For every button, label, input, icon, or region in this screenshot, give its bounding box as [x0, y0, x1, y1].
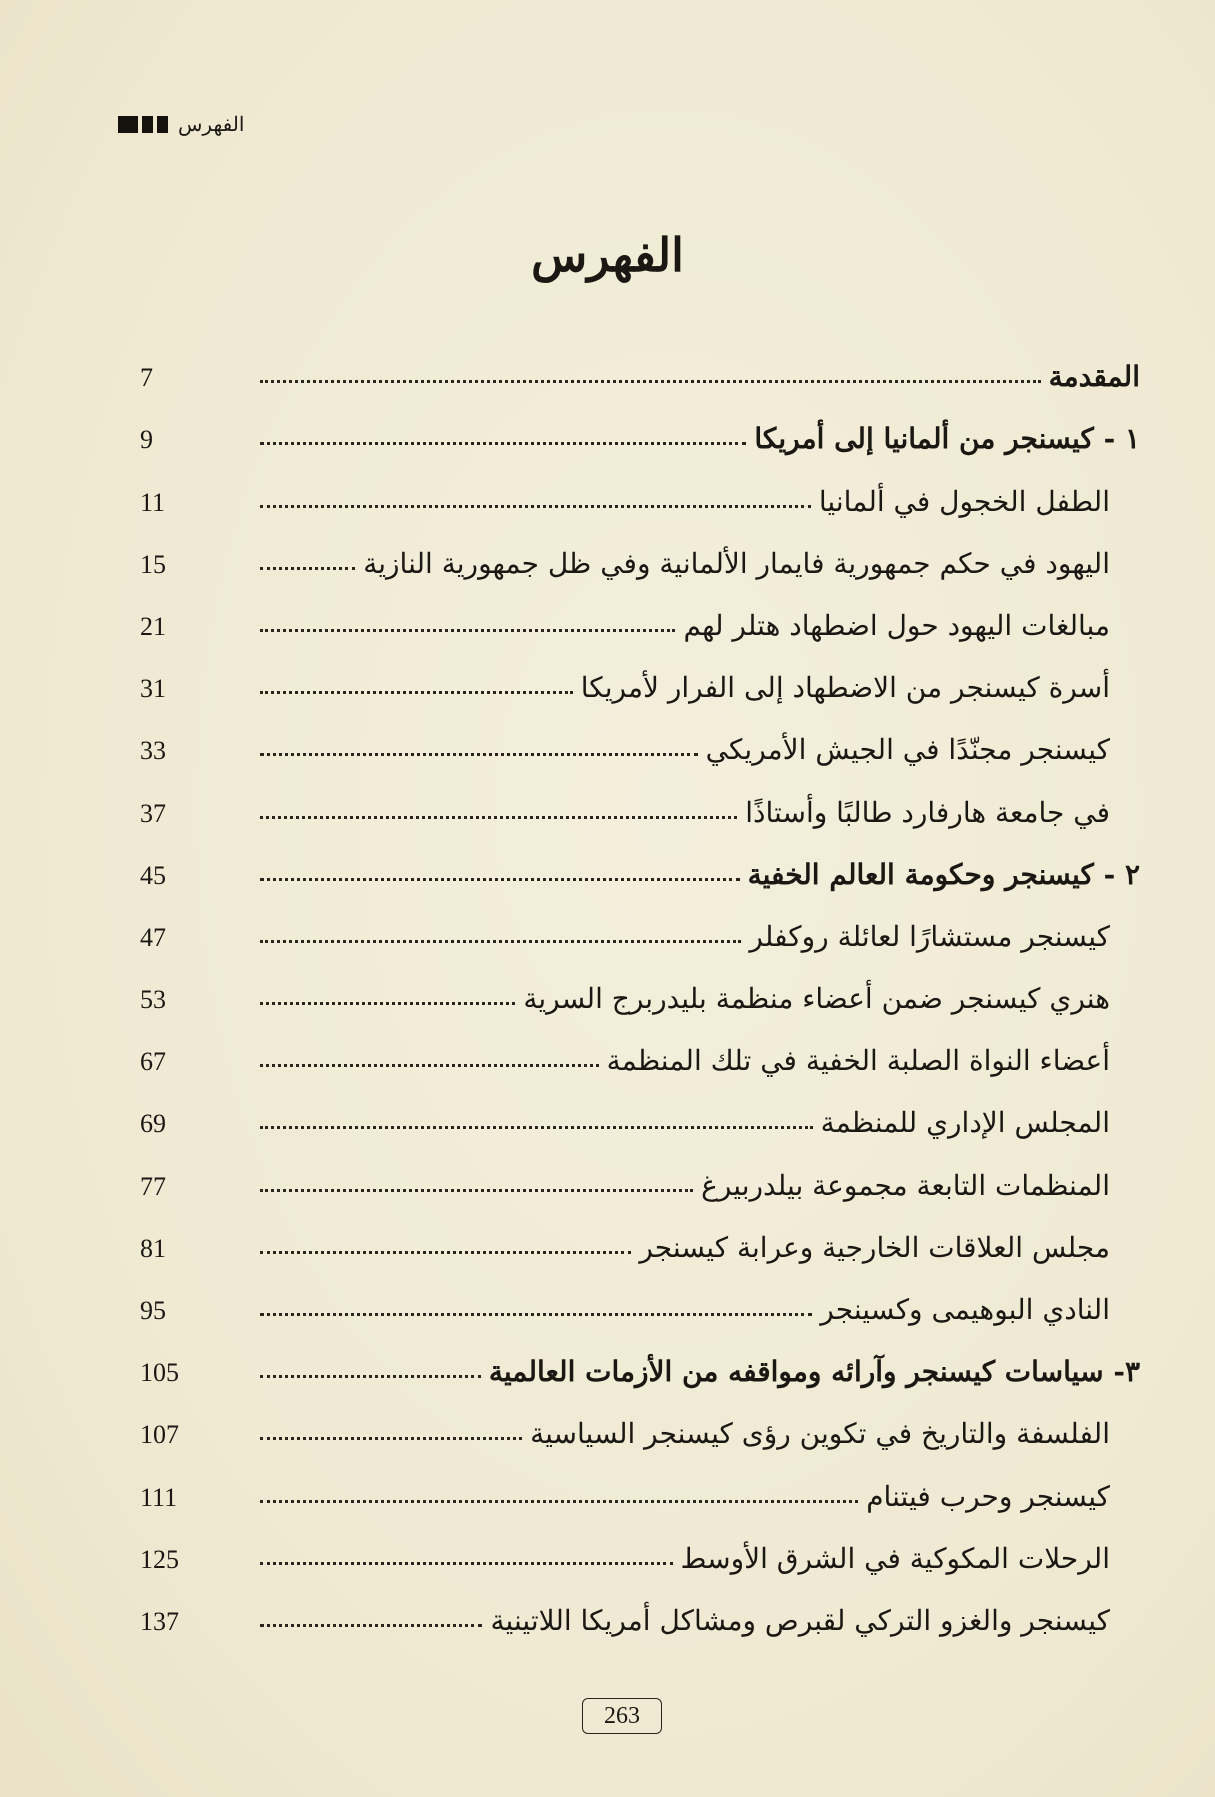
- toc-entry-title: النادي البوهيمى وكسينجر: [820, 1293, 1110, 1326]
- dot-leader: [260, 816, 737, 819]
- toc-page-number: 11: [140, 487, 166, 517]
- ornament-block: [157, 116, 168, 133]
- toc-page-number: 45: [140, 860, 166, 890]
- toc-page-number: 21: [140, 611, 166, 641]
- toc-page-number: 111: [140, 1482, 178, 1512]
- table-of-contents: [140, 335, 1140, 1641]
- toc-page-number: 67: [140, 1047, 166, 1077]
- dot-leader: [260, 442, 746, 445]
- dot-leader: [260, 1437, 522, 1440]
- toc-page-number: 77: [140, 1171, 166, 1201]
- ornament-block: [142, 116, 153, 133]
- toc-page-number: 107: [140, 1420, 179, 1450]
- dot-leader: [260, 1375, 481, 1378]
- dot-leader: [260, 380, 1041, 383]
- dot-leader: [260, 940, 741, 943]
- page-title: الفهرس: [531, 228, 684, 282]
- toc-row: [140, 1206, 1140, 1268]
- toc-page-number: 125: [140, 1544, 179, 1574]
- dot-leader: [260, 629, 675, 632]
- toc-page-number: 137: [140, 1606, 179, 1636]
- toc-row: [140, 895, 1140, 957]
- toc-page-number: 53: [140, 985, 166, 1015]
- toc-page-number: 31: [140, 674, 166, 704]
- dot-leader: [260, 1500, 858, 1503]
- toc-page-number: 33: [140, 736, 166, 766]
- toc-entry-title: ٢ - كيسنجر وحكومة العالم الخفية: [747, 857, 1140, 891]
- toc-entry-title: المنظمات التابعة مجموعة بيلدربيرغ: [701, 1168, 1110, 1202]
- running-head-ornament: [118, 116, 168, 133]
- page-number: 263: [582, 1698, 662, 1734]
- toc-entry-title: كيسنجر والغزو التركي لقبرص ومشاكل أمريكا اللاتينية: [490, 1603, 1110, 1637]
- toc-entry-title: مبالغات اليهود حول اضطهاد هتلر لهم: [683, 608, 1110, 642]
- toc-entry-title: اليهود في حكم جمهورية فايمار الألمانية وفي ظل جمهورية النازية: [363, 546, 1110, 580]
- dot-leader: [260, 567, 355, 570]
- running-head: [118, 112, 244, 136]
- toc-entry-title: المجلس الإداري للمنظمة: [820, 1106, 1110, 1140]
- toc-entry-title: كيسنجر مجنّدًا في الجيش الأمريكي: [705, 733, 1110, 767]
- toc-page-number: 95: [140, 1296, 166, 1325]
- toc-row: [140, 584, 1140, 646]
- toc-entry-title: كيسنجر مستشارًا لعائلة روكفلر: [749, 919, 1110, 953]
- dot-leader: [260, 1251, 631, 1254]
- dot-leader: [260, 1624, 482, 1627]
- toc-entry-title: الطفل الخجول في ألمانيا: [818, 484, 1110, 518]
- toc-page-number: 7: [140, 363, 153, 393]
- toc-row: [140, 1081, 1140, 1143]
- toc-row: [140, 646, 1140, 708]
- dot-leader: [260, 1002, 515, 1005]
- toc-chapter-row: [140, 397, 1140, 459]
- toc-entry-title: ١ - كيسنجر من ألمانيا إلى أمريكا: [754, 422, 1140, 456]
- toc-row: [140, 1392, 1140, 1454]
- toc-row: [140, 1517, 1140, 1579]
- toc-page-number: 69: [140, 1109, 166, 1139]
- toc-entry-title: الرحلات المكوكية في الشرق الأوسط: [680, 1541, 1110, 1575]
- toc-page-number: 15: [140, 549, 166, 579]
- ornament-block: [118, 116, 138, 133]
- dot-leader: [260, 1313, 812, 1316]
- toc-chapter-row: [140, 1330, 1140, 1392]
- toc-entry-title: ٣- سياسات كيسنجر وآرائه ومواقفه من الأزمات العالمية: [488, 1355, 1140, 1389]
- toc-page-number: 47: [140, 922, 166, 952]
- toc-intro-row: [140, 335, 1140, 397]
- toc-row: [140, 770, 1140, 832]
- toc-entry-title: أسرة كيسنجر من الاضطهاد إلى الفرار لأمريكا: [580, 671, 1110, 705]
- dot-leader: [260, 691, 573, 694]
- dot-leader: [260, 505, 811, 508]
- toc-row: [140, 708, 1140, 770]
- toc-row: [140, 1019, 1140, 1081]
- toc-entry-title: مجلس العلاقات الخارجية وعرابة كيسنجر: [639, 1230, 1110, 1264]
- toc-page-number: 37: [140, 798, 166, 828]
- toc-page-number: 81: [140, 1233, 166, 1263]
- dot-leader: [260, 878, 740, 881]
- dot-leader: [260, 1064, 599, 1067]
- dot-leader: [260, 1562, 673, 1565]
- toc-row: [140, 1268, 1140, 1330]
- dot-leader: [260, 1189, 693, 1192]
- toc-entry-title: المقدمة: [1048, 360, 1140, 394]
- toc-entry-title: كيسنجر وحرب فيتنام: [866, 1479, 1110, 1513]
- toc-row: [140, 1579, 1140, 1641]
- toc-row: [140, 1143, 1140, 1205]
- running-head-label: الفهرس: [178, 112, 245, 136]
- toc-entry-title: الفلسفة والتاريخ في تكوين رؤى كيسنجر السياسية: [530, 1417, 1110, 1451]
- dot-leader: [260, 753, 698, 756]
- toc-page-number: 9: [140, 425, 153, 455]
- toc-chapter-row: [140, 833, 1140, 895]
- toc-row: [140, 522, 1140, 584]
- toc-row: [140, 957, 1140, 1019]
- toc-entry-title: في جامعة هارفارد طالبًا وأستاذًا: [745, 795, 1110, 829]
- toc-row: [140, 1454, 1140, 1516]
- toc-entry-title: أعضاء النواة الصلبة الخفية في تلك المنظمة: [606, 1044, 1110, 1078]
- dot-leader: [260, 1126, 813, 1129]
- toc-row: [140, 459, 1140, 521]
- toc-page-number: 105: [140, 1358, 179, 1388]
- toc-entry-title: هنري كيسنجر ضمن أعضاء منظمة بليدربرج السرية: [523, 982, 1110, 1016]
